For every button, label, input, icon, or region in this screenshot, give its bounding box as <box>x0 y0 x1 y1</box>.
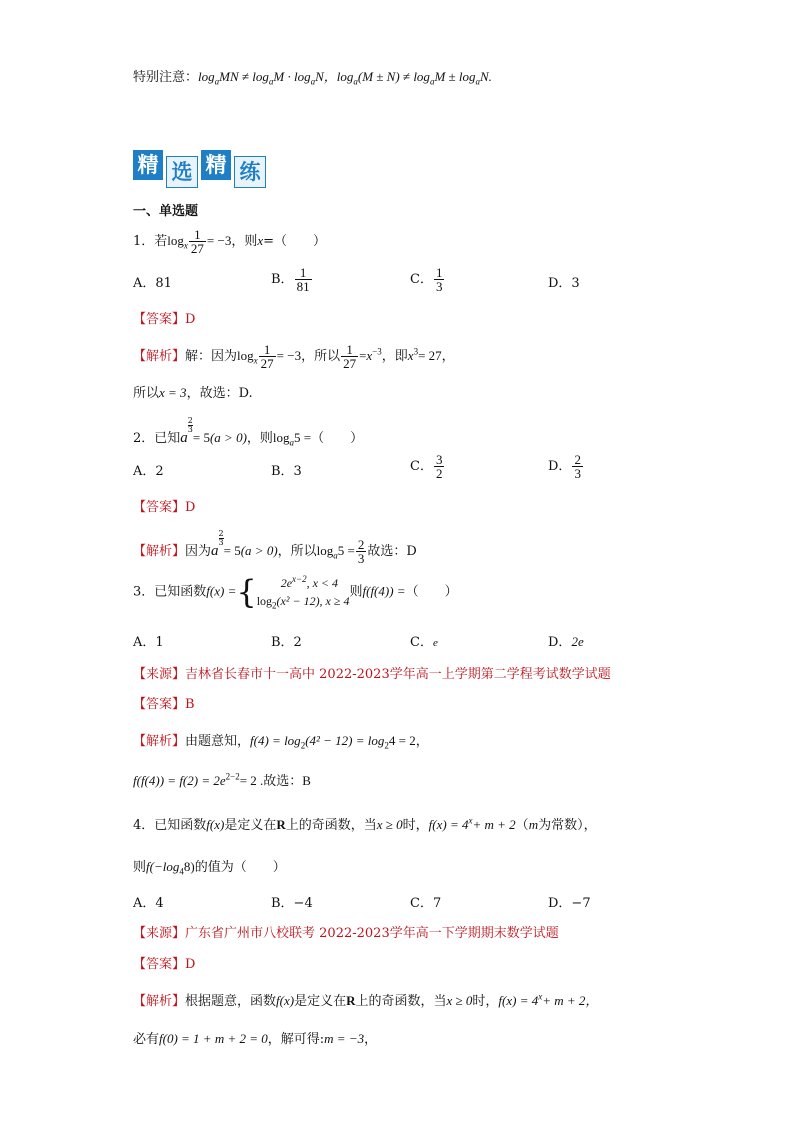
q4-option-b: B．−4 <box>271 896 313 911</box>
q3-option-a: A．1 <box>133 635 164 650</box>
q1-analysis-line2: 所以x = 3，故选：D. <box>133 385 253 401</box>
q2-option-c: C． $\frac{3}{2}$ <box>410 452 443 481</box>
q2-analysis: 【解析】因为a $^{\frac{2}{3}}$ = 5(a > 0)，所以$\log_a5$ = $\frac{2}{3}$ 故选：D <box>133 529 417 566</box>
q2-option-d: D． $\frac{2}{3}$ <box>548 452 581 481</box>
question-2: 2．已知a $^{\frac{2}{3}}$ = 5(a > 0)，则$\log_a5$ =（ ） <box>133 416 364 448</box>
q1-answer: 【答案】D <box>133 312 196 327</box>
q1-option-d: D．3 <box>548 276 580 291</box>
question-4-line2: 则$f(-\log_48)$的值为（ ） <box>133 859 286 877</box>
q3-option-b: B．2 <box>271 635 302 650</box>
note-label: 特别注意： <box>133 70 199 85</box>
special-note <box>133 66 492 87</box>
q4-option-a: A．4 <box>133 896 164 911</box>
note-formula: $\log_aMN \ne \log_aM \cdot \log_aN$，$\log_a(M \pm N) \ne \log_aM \pm \log_aN$. <box>198 69 492 87</box>
q3-analysis: 【解析】由题意知，$f(4) = \log_2(4^2 - 12) = \log_24 = 2$， <box>133 733 429 751</box>
section-logo <box>133 150 267 186</box>
q4-option-d: D．−7 <box>548 896 591 911</box>
q2-option-a: A．2 <box>133 464 164 479</box>
q1-analysis: 【解析】解：因为$\log_x$ $\frac{1}{27}$ = −3，所以 $\frac{1}{27}$ $=x^{-3}$，即$x^3= 27$， <box>133 342 455 371</box>
q2-option-b: B．3 <box>271 464 302 479</box>
q3-analysis-line2: $f(f(4)) = f(2) = 2e^{2-2}= 2$ .故选：B <box>133 771 311 788</box>
section-title: 一、单选题 <box>133 204 199 219</box>
q4-analysis: 【解析】根据题意，函数f(x)是定义在R上的奇函数，当x ≥ 0时，$f(x) = 4^x+ m + 2$， <box>133 991 599 1009</box>
q3-option-c: C．e <box>410 635 438 650</box>
q1-option-a: A．81 <box>133 276 172 291</box>
question-4: 4．已知函数f(x)是定义在R上的奇函数，当x ≥ 0时，$f(x) = 4^x+ m + 2(m$为常数）， <box>133 815 597 833</box>
q4-source: 【来源】广东省广州市八校联考 2022-2023学年高一下学期期末数学试题 <box>133 926 559 941</box>
q4-analysis-line2: 必有f(0) = 1 + m + 2 = 0，解可得:m = −3， <box>133 1031 378 1047</box>
question-1: 1．若$\log_x$ $\frac{1}{27}$ = −3，则x=（ ） <box>133 227 327 256</box>
q2-answer: 【答案】D <box>133 500 196 515</box>
logo-char-1: 精 <box>133 150 163 180</box>
q1-option-c: C． $\frac{1}{3}$ <box>410 265 443 294</box>
q3-option-d: D．2e <box>548 634 584 650</box>
q3-answer: 【答案】B <box>133 697 195 712</box>
q4-option-c: C．7 <box>410 896 442 911</box>
q1-option-b: B． $\frac{1}{81}$ <box>271 265 310 294</box>
q3-source: 【来源】吉林省长春市十一高中 2022-2023学年高一上学期第二学程考试数学试题 <box>133 667 611 682</box>
question-3: 3．已知函数f(x) ={ $2e^{x-2}$, x < 4 $\log_2(x^2 - 12)$, x ≥ 4 则f(f(4)) =（ ） <box>133 573 458 612</box>
logo-char-2: 选 <box>166 156 198 188</box>
q4-answer: 【答案】D <box>133 957 196 972</box>
logo-char-4: 练 <box>234 156 266 188</box>
logo-char-3: 精 <box>201 150 231 180</box>
